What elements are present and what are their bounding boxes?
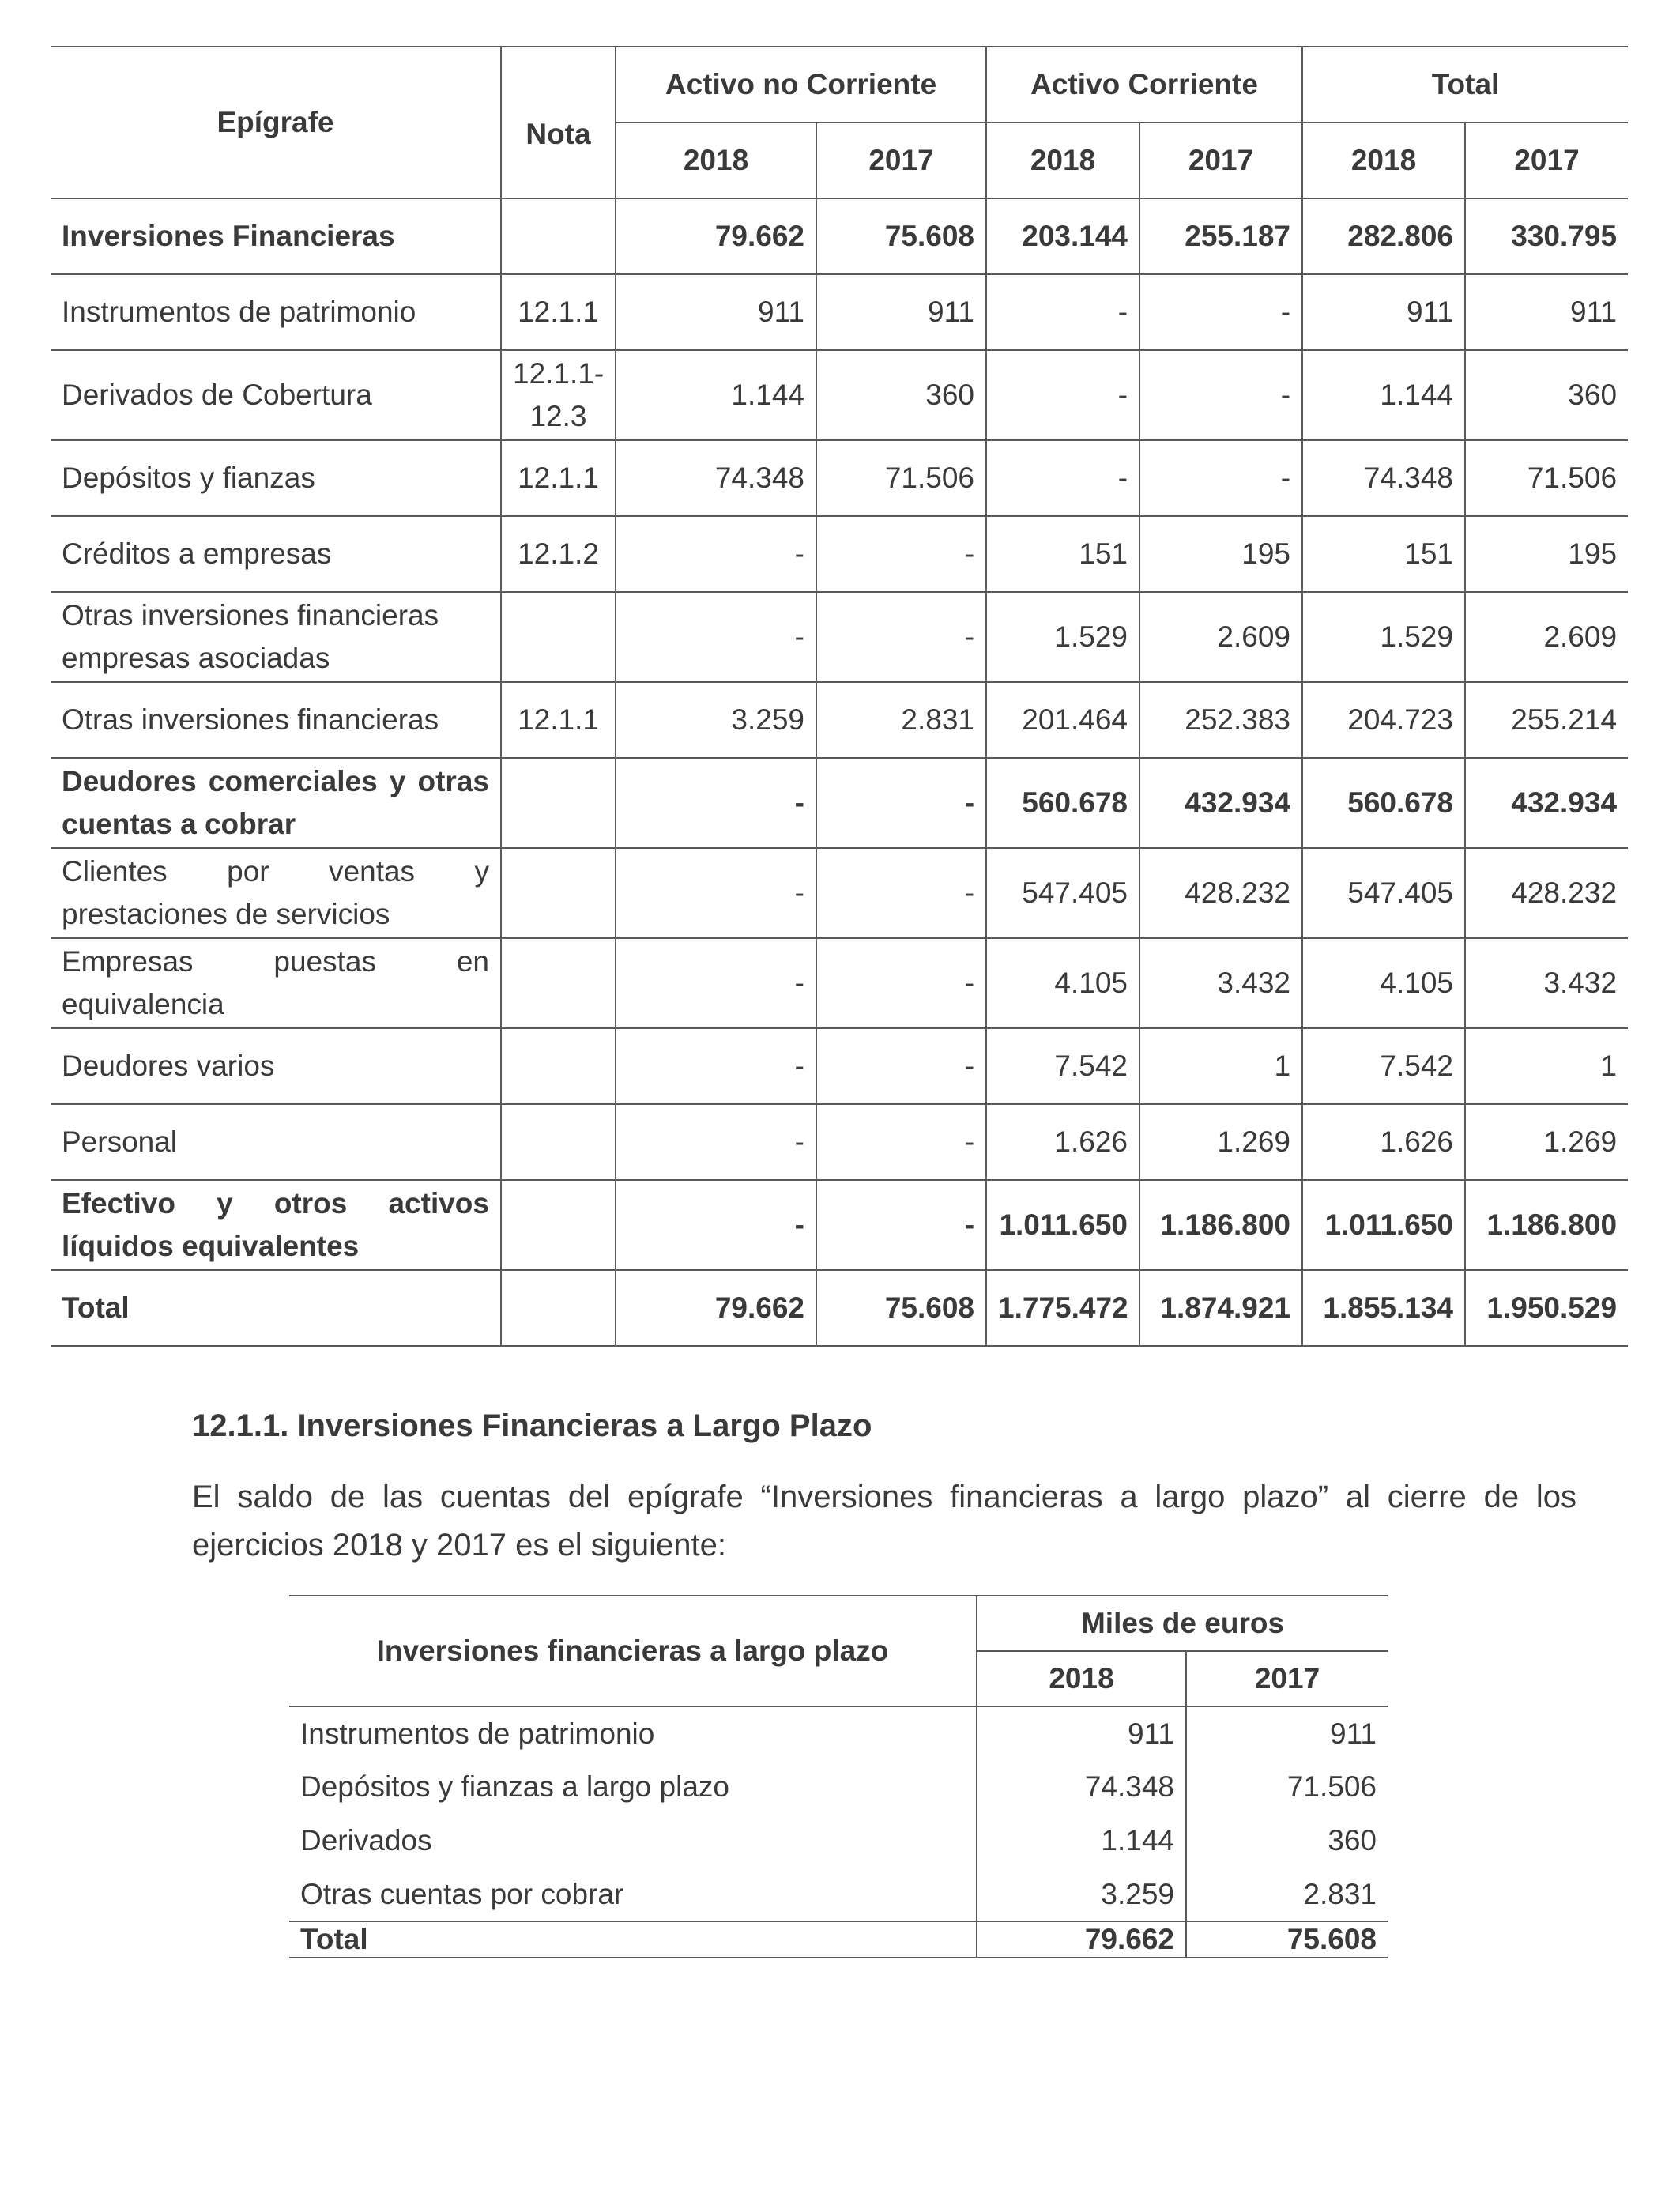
row-label: Inversiones Financieras (51, 198, 501, 274)
row-value: 428.232 (1139, 848, 1302, 938)
row-value: - (816, 758, 986, 848)
row-label: Personal (51, 1104, 501, 1180)
row-value: - (986, 350, 1139, 440)
row-value: 79.662 (616, 198, 816, 274)
row-label: Derivados de Cobertura (51, 350, 501, 440)
row-label: Instrumentos de patrimonio (300, 1717, 655, 1750)
row-value: 2.609 (1465, 592, 1628, 682)
header-activo-corriente: Activo Corriente (986, 47, 1302, 123)
row-value: 3.432 (1465, 938, 1628, 1028)
row-value: 1.529 (986, 592, 1139, 682)
row-value: 911 (816, 274, 986, 350)
row-nota: 12.1.2 (501, 516, 616, 592)
table-row (51, 516, 1628, 592)
header-year: 2017 (816, 123, 986, 198)
table-row (51, 848, 1628, 938)
row-value: 360 (1186, 1814, 1388, 1868)
table-row (51, 1270, 1628, 1346)
sub-header-group: Miles de euros (977, 1596, 1388, 1651)
row-value: 2.831 (1186, 1868, 1388, 1921)
row-value: - (816, 516, 986, 592)
sub-header-year: 2018 (977, 1651, 1186, 1706)
row-value: - (816, 1104, 986, 1180)
sub-header-label: Inversiones financieras a largo plazo (289, 1596, 977, 1706)
header-activo-no-corriente: Activo no Corriente (616, 47, 986, 123)
row-value: 151 (986, 516, 1139, 592)
sub-header-year: 2017 (1186, 1651, 1388, 1706)
row-nota (501, 1180, 616, 1270)
row-value: - (816, 938, 986, 1028)
row-value: 560.678 (1302, 758, 1465, 848)
row-value: 282.806 (1302, 198, 1465, 274)
row-value: 360 (1465, 350, 1628, 440)
row-nota (501, 938, 616, 1028)
row-value: 255.214 (1465, 682, 1628, 758)
row-value: 71.506 (816, 440, 986, 516)
row-value: 74.348 (1302, 440, 1465, 516)
row-value: 7.542 (986, 1028, 1139, 1104)
table-row (289, 1760, 1388, 1814)
table-row (289, 1868, 1388, 1921)
header-total: Total (1302, 47, 1628, 123)
row-value: 71.506 (1465, 440, 1628, 516)
row-nota: 12.1.1-12.3 (501, 350, 616, 440)
row-value: - (616, 758, 816, 848)
row-value: - (816, 1180, 986, 1270)
table-row (51, 938, 1628, 1028)
row-value: 3.259 (616, 682, 816, 758)
row-nota: 12.1.1 (501, 440, 616, 516)
row-nota: 12.1.1 (501, 682, 616, 758)
row-label: Derivados (300, 1824, 432, 1857)
row-value: 1.950.529 (1465, 1270, 1628, 1346)
header-year: 2018 (1302, 123, 1465, 198)
header-year: 2017 (1465, 123, 1628, 198)
row-value: 1 (1139, 1028, 1302, 1104)
row-label: Total (51, 1270, 501, 1346)
section-paragraph: El saldo de las cuentas del epígrafe “Inversiones financieras a largo plazo” al cierre de los ejercicios 2018 y 2017 es el siguiente: (192, 1480, 1576, 1563)
row-value: 2.609 (1139, 592, 1302, 682)
row-value: 71.506 (1186, 1760, 1388, 1814)
sub-total-value: 75.608 (1186, 1921, 1388, 1958)
row-label: Efectivo y otros activos líquidos equivalentes (51, 1180, 501, 1270)
row-value: 911 (616, 274, 816, 350)
row-value: 4.105 (986, 938, 1139, 1028)
row-label: Instrumentos de patrimonio (51, 274, 501, 350)
row-value: 75.608 (816, 198, 986, 274)
row-value: 1.186.800 (1465, 1180, 1628, 1270)
row-value: 547.405 (1302, 848, 1465, 938)
sub-total-label: Total (289, 1921, 977, 1958)
row-value: 1.144 (1302, 350, 1465, 440)
row-value: - (816, 592, 986, 682)
row-value: 547.405 (986, 848, 1139, 938)
row-value: 3.432 (1139, 938, 1302, 1028)
row-value: - (816, 848, 986, 938)
header-year: 2018 (616, 123, 816, 198)
row-value: 203.144 (986, 198, 1139, 274)
row-value: 1.626 (986, 1104, 1139, 1180)
row-nota (501, 758, 616, 848)
table-row (289, 1814, 1388, 1868)
section-heading: 12.1.1. Inversiones Financieras a Largo Plazo (192, 1408, 872, 1443)
row-value: 1.186.800 (1139, 1180, 1302, 1270)
row-value: 1.775.472 (986, 1270, 1139, 1346)
row-value: 1.269 (1139, 1104, 1302, 1180)
row-value: 1.855.134 (1302, 1270, 1465, 1346)
row-value: 1.529 (1302, 592, 1465, 682)
row-value: 195 (1139, 516, 1302, 592)
header-year: 2018 (986, 123, 1139, 198)
row-value: - (1139, 274, 1302, 350)
table-row (51, 592, 1628, 682)
table-row (51, 440, 1628, 516)
row-value: 151 (1302, 516, 1465, 592)
row-nota (501, 198, 616, 274)
row-value: - (1139, 350, 1302, 440)
row-value: 204.723 (1302, 682, 1465, 758)
row-value: 201.464 (986, 682, 1139, 758)
row-value: 1.011.650 (1302, 1180, 1465, 1270)
row-value: 911 (977, 1706, 1186, 1760)
table-row (51, 198, 1628, 274)
row-value: 75.608 (816, 1270, 986, 1346)
row-label: Otras inversiones financieras empresas asociadas (51, 592, 501, 682)
table-row (51, 1104, 1628, 1180)
row-value: 252.383 (1139, 682, 1302, 758)
table-row (51, 758, 1628, 848)
row-value: 911 (1302, 274, 1465, 350)
row-label: Depósitos y fianzas a largo plazo (300, 1770, 729, 1803)
table-row (51, 682, 1628, 758)
table-row (51, 1028, 1628, 1104)
row-nota (501, 848, 616, 938)
row-value: 79.662 (616, 1270, 816, 1346)
row-value: 330.795 (1465, 198, 1628, 274)
row-nota (501, 1028, 616, 1104)
table-row (51, 1180, 1628, 1270)
row-value: 195 (1465, 516, 1628, 592)
row-value: 3.259 (977, 1868, 1186, 1921)
row-value: 74.348 (977, 1760, 1186, 1814)
long-term-investments-table (289, 1595, 1388, 1958)
row-value: - (616, 938, 816, 1028)
sub-header-row-1 (289, 1596, 1388, 1651)
row-value: 432.934 (1139, 758, 1302, 848)
row-label: Empresas puestas en equivalencia (51, 938, 501, 1028)
sub-total-row (289, 1921, 1388, 1958)
row-value: 2.831 (816, 682, 986, 758)
row-value: - (616, 848, 816, 938)
row-value: 74.348 (616, 440, 816, 516)
row-label: Otras cuentas por cobrar (300, 1877, 624, 1910)
row-value: 1.144 (616, 350, 816, 440)
row-value: 4.105 (1302, 938, 1465, 1028)
header-year: 2017 (1139, 123, 1302, 198)
row-value: 255.187 (1139, 198, 1302, 274)
header-nota: Nota (501, 47, 616, 198)
row-value: 911 (1465, 274, 1628, 350)
main-balance-table (51, 46, 1628, 1347)
sub-total-value: 79.662 (977, 1921, 1186, 1958)
row-value: 1.874.921 (1139, 1270, 1302, 1346)
row-value: - (1139, 440, 1302, 516)
table-row (51, 350, 1628, 440)
row-label: Depósitos y fianzas (51, 440, 501, 516)
row-label: Créditos a empresas (51, 516, 501, 592)
row-value: 360 (816, 350, 986, 440)
row-value: 428.232 (1465, 848, 1628, 938)
row-label: Deudores varios (51, 1028, 501, 1104)
row-value: 1.011.650 (986, 1180, 1139, 1270)
row-value: 7.542 (1302, 1028, 1465, 1104)
row-nota (501, 1270, 616, 1346)
row-value: 1.144 (977, 1814, 1186, 1868)
row-value: 432.934 (1465, 758, 1628, 848)
row-value: - (986, 440, 1139, 516)
table-row (51, 274, 1628, 350)
row-value: 1 (1465, 1028, 1628, 1104)
row-value: - (816, 1028, 986, 1104)
row-value: 560.678 (986, 758, 1139, 848)
row-value: 1.269 (1465, 1104, 1628, 1180)
row-label: Otras inversiones financieras (51, 682, 501, 758)
row-value: - (986, 274, 1139, 350)
row-nota (501, 592, 616, 682)
row-value: - (616, 1104, 816, 1180)
header-row-1 (51, 47, 1628, 123)
header-epigrafe: Epígrafe (51, 47, 501, 198)
table-row (289, 1706, 1388, 1760)
row-value: 1.626 (1302, 1104, 1465, 1180)
row-value: 911 (1186, 1706, 1388, 1760)
row-label: Clientes por ventas y prestaciones de servicios (51, 848, 501, 938)
row-nota: 12.1.1 (501, 274, 616, 350)
row-value: - (616, 516, 816, 592)
row-value: - (616, 1028, 816, 1104)
row-value: - (616, 1180, 816, 1270)
row-nota (501, 1104, 616, 1180)
row-value: - (616, 592, 816, 682)
row-label: Deudores comerciales y otras cuentas a cobrar (51, 758, 501, 848)
